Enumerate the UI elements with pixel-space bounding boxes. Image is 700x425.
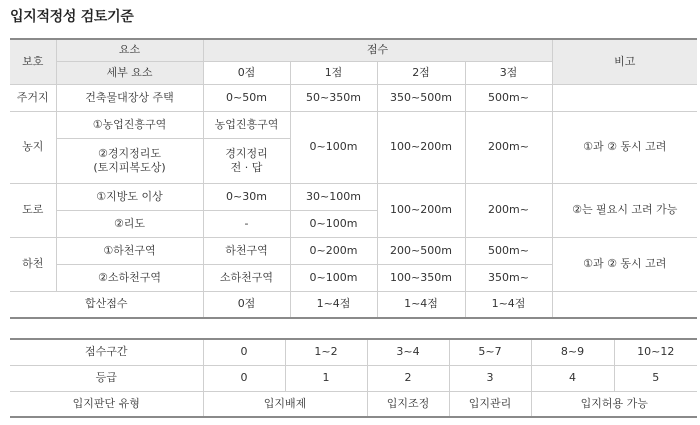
residential-score-1: 50~350m — [290, 84, 377, 111]
header-element: 요소 — [56, 39, 203, 61]
header-protect: 보호 — [10, 39, 56, 84]
river-detail-2-score-2: 100~350m — [377, 264, 465, 291]
sum-label: 합산점수 — [10, 291, 203, 318]
residential-score-0: 0~50m — [203, 84, 290, 111]
river-detail-1-score-3: 500m~ — [465, 237, 552, 264]
road-detail-1-score-0: 0~30m — [203, 183, 290, 210]
farmland-label: 농지 — [10, 111, 56, 183]
farmland-detail-2-score-0-line-1: 경지정리 — [225, 146, 268, 160]
sum-score-1: 1~4점 — [290, 291, 377, 318]
river-detail-2: ②소하천구역 — [56, 264, 203, 291]
score-range: 1~2 — [285, 339, 367, 365]
river-detail-2-score-3: 350m~ — [465, 264, 552, 291]
river-detail-1-score-0: 하천구역 — [203, 237, 290, 264]
river-note: ①과 ② 동시 고려 — [552, 237, 697, 291]
river-detail-1: ①하천구역 — [56, 237, 203, 264]
score-range: 8~9 — [531, 339, 614, 365]
sum-score-3: 1~4점 — [465, 291, 552, 318]
criteria-table — [10, 38, 697, 319]
residential-score-3: 500m~ — [465, 84, 552, 111]
decision-exclude: 입지배제 — [203, 391, 367, 417]
road-detail-2-score-0: - — [203, 210, 290, 237]
residential-note — [552, 84, 697, 111]
header-score-3: 3점 — [465, 61, 552, 84]
farmland-detail-1: ①농업진흥구역 — [56, 111, 203, 138]
river-detail-1-score-2: 200~500m — [377, 237, 465, 264]
decision-type-label: 입지판단 유형 — [10, 391, 203, 417]
grade-value: 3 — [449, 365, 531, 391]
decision-allow: 입지허용 가능 — [531, 391, 697, 417]
road-detail-2: ②리도 — [56, 210, 203, 237]
road-detail-1-score-1: 30~100m — [290, 183, 377, 210]
road-note: ②는 필요시 고려 가능 — [552, 183, 697, 237]
river-detail-1-score-1: 0~200m — [290, 237, 377, 264]
farmland-detail-2 — [56, 138, 203, 183]
header-sub-element: 세부 요소 — [56, 61, 203, 84]
river-label: 하천 — [10, 237, 56, 291]
score-range: 10~12 — [614, 339, 697, 365]
decision-adjust: 입지조정 — [367, 391, 449, 417]
header-note: 비고 — [552, 39, 697, 84]
grade-label: 등급 — [10, 365, 203, 391]
farmland-detail-2-line-1: ②경지정리도 — [98, 146, 161, 160]
river-detail-2-score-0: 소하천구역 — [203, 264, 290, 291]
residential-label: 주거지 — [10, 84, 56, 111]
residential-score-2: 350~500m — [377, 84, 465, 111]
river-detail-2-score-1: 0~100m — [290, 264, 377, 291]
farmland-detail-2-score-0-line-2: 전 · 답 — [230, 160, 263, 174]
road-score-3: 200m~ — [465, 183, 552, 237]
road-score-2: 100~200m — [377, 183, 465, 237]
grading-table — [10, 338, 697, 418]
farmland-detail-1-score-0: 농업진흥구역 — [203, 111, 290, 138]
road-detail-2-score-1: 0~100m — [290, 210, 377, 237]
farmland-score-1: 0~100m — [290, 111, 377, 183]
score-range-label: 점수구간 — [10, 339, 203, 365]
sum-score-0: 0점 — [203, 291, 290, 318]
header-score: 점수 — [203, 39, 552, 61]
header-score-0: 0점 — [203, 61, 290, 84]
farmland-detail-2-line-2: (토지피복도상) — [93, 160, 166, 174]
grade-value: 4 — [531, 365, 614, 391]
grade-value: 5 — [614, 365, 697, 391]
score-range: 3~4 — [367, 339, 449, 365]
sum-score-2: 1~4점 — [377, 291, 465, 318]
residential-detail: 건축물대장상 주택 — [56, 84, 203, 111]
decision-manage: 입지관리 — [449, 391, 531, 417]
sum-note — [552, 291, 697, 318]
grade-value: 0 — [203, 365, 285, 391]
road-label: 도로 — [10, 183, 56, 237]
farmland-note: ①과 ② 동시 고려 — [552, 111, 697, 183]
grade-value: 2 — [367, 365, 449, 391]
road-detail-1: ①지방도 이상 — [56, 183, 203, 210]
header-score-2: 2점 — [377, 61, 465, 84]
header-score-1: 1점 — [290, 61, 377, 84]
score-range: 0 — [203, 339, 285, 365]
farmland-detail-2-score-0 — [203, 138, 290, 183]
score-range: 5~7 — [449, 339, 531, 365]
farmland-score-2: 100~200m — [377, 111, 465, 183]
grade-value: 1 — [285, 365, 367, 391]
page-title: 입지적정성 검토기준 — [10, 9, 134, 25]
farmland-score-3: 200m~ — [465, 111, 552, 183]
